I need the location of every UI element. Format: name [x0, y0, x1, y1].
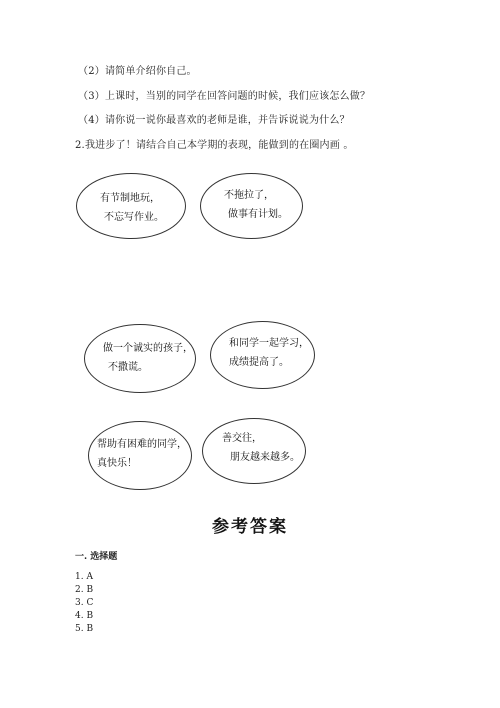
- bubble-1-line-2: 不忘写作业。: [104, 212, 164, 223]
- bubble-1-text: [100, 189, 164, 227]
- answer-item: 4. B: [75, 611, 94, 621]
- bubble-5-line-2: 真快乐！: [97, 458, 137, 469]
- bubble-6-text: [220, 429, 300, 467]
- bubble-3-line-1: 做一个诚实的孩子，: [103, 343, 193, 354]
- bubble-2-text: [224, 186, 288, 224]
- bubble-4-line-2: 成绩提高了。: [229, 357, 289, 368]
- bubble-5-line-1: 帮助有困难的同学，: [97, 439, 187, 450]
- bubble-5-text: [97, 435, 187, 473]
- question-3: （3）上课时，当别的同学在回答问题的时候，我们应该怎么做？: [78, 91, 371, 102]
- bubble-4-text: [229, 334, 309, 372]
- answer-item: 1. A: [75, 572, 93, 582]
- answer-list: [75, 571, 93, 636]
- answer-section-heading: 一. 选择题: [75, 552, 118, 562]
- bubble-3-line-2: 不撒谎。: [108, 362, 148, 373]
- bubble-2-line-2: 做事有计划。: [228, 209, 288, 220]
- answer-item: 2. B: [75, 585, 94, 595]
- bubble-1-line-1: 有节制地玩，: [100, 193, 160, 204]
- bubble-4-line-1: 和同学一起学习，: [229, 338, 309, 349]
- task-2-instruction: 2.我进步了！请结合自己本学期的表现，能做到的在圈内画 。: [75, 140, 354, 151]
- answer-key-title: 参考答案: [212, 517, 288, 537]
- bubble-6-line-2: 朋友越来越多。: [230, 452, 300, 463]
- bubble-6-line-1: 善交往，: [222, 433, 262, 444]
- answer-item: 3. C: [75, 598, 94, 608]
- question-2: （2）请简单介绍你自己。: [78, 66, 197, 77]
- answer-item: 5. B: [75, 624, 94, 634]
- bubble-2-line-1: 不拖拉了，: [224, 190, 274, 201]
- question-4: （4）请你说一说你最喜欢的老师是谁，并告诉说说为什么？: [78, 115, 350, 126]
- bubble-3-text: [103, 339, 193, 377]
